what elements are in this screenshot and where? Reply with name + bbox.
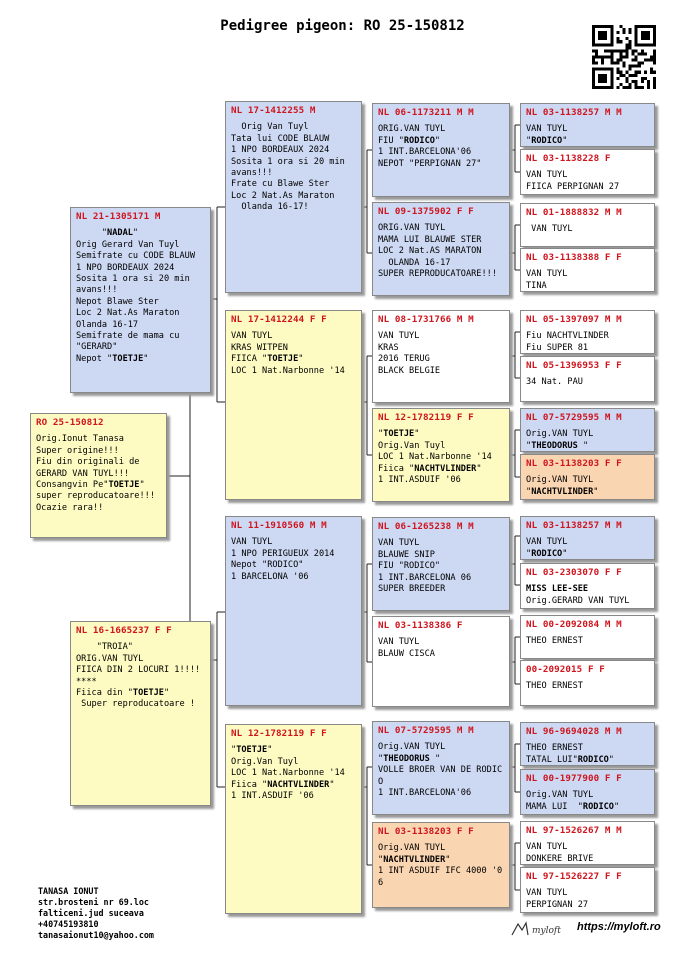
pedigree-info-line: 2016 TERUG [378,354,430,365]
pedigree-info-line: Orig.VAN TUYL [378,843,446,854]
pedigree-info-line: KRAS WITPEN [231,342,288,353]
ring-number: NL 06-1173211 M M [378,107,474,118]
owner-phone: +40745193810 [38,919,99,929]
ring-number: NL 03-1138203 F F [378,826,474,837]
ring-number: NL 21-1305171 M [76,211,161,222]
pedigree-info-line: Frate cu Blawe Ster [231,179,330,190]
pedigree-info-line: O [378,776,384,787]
pedigree-info-line: Sosita 1 ora si 20 min [231,156,345,167]
owner-name: TANASA IONUT [38,886,99,896]
pedigree-info-line: VAN TUYL [526,537,568,548]
pedigree-info-line: 1 INT.BARCELONA'06 [378,788,472,799]
pedigree-info-line: 34 Nat. PAU [526,377,583,388]
pedigree-info-line: Nepot Blawe Ster [76,296,159,307]
pedigree-info-line: Olanda 16-17! [231,202,309,213]
pedigree-info-line: 1 NPO BORDEAUX 2024 [76,262,175,273]
pedigree-info-line: Sosita 1 ora si 20 min [76,274,190,285]
ring-number: NL 03-1138388 F F [526,252,622,263]
great-grandparent-card [372,517,510,611]
ring-number: NL 01-1888832 M M [526,207,622,218]
paternal-grandmother-card [225,310,362,500]
pedigree-info-line: Orig.VAN TUYL [526,790,594,801]
ring-number: NL 17-1412255 M [231,105,316,116]
owner-city: falticeni.jud suceava [38,908,144,918]
pedigree-info-line: Loc 2 Nat.As Maraton [76,308,180,319]
pedigree-info-line: "THEODORUS " [378,753,441,764]
pedigree-info-line: LOC 1 Nat.Narbonne '14 [378,452,492,463]
great-great-grandparent-card [520,356,655,402]
pedigree-info-line: PERPIGNAN 27 [526,899,589,910]
pedigree-info-line: "TOETJE" [231,745,273,756]
ring-number: NL 97-1526227 F F [526,871,622,882]
pedigree-info-line: VAN TUYL [526,842,568,853]
pedigree-info-line: MAMA LUI "RODICO" [526,801,620,812]
pedigree-info-line: DONKERE BRIVE [526,853,594,864]
pedigree-info-line: KRAS [378,342,399,353]
pedigree-info-line: Tata lui CODE BLAUW [231,133,330,144]
ring-number: NL 03-1138257 M M [526,107,622,118]
great-great-grandparent-card [520,516,655,560]
great-grandparent-card [372,103,510,197]
pedigree-info-line: "NACHTVLINDER" [378,854,451,865]
pedigree-info-line: "NADAL" [76,228,139,239]
pedigree-info-line: BLAUW CISCA [378,648,435,659]
great-great-grandparent-card [520,408,655,452]
pedigree-info-line: Fiica din "TOETJE" [76,688,170,699]
ring-number: NL 06-1265238 M M [378,521,474,532]
pedigree-info-line: SUPER BREEDER [378,584,446,595]
pedigree-info-line: Fiica "NACHTVLINDER" [378,463,482,474]
pedigree-info-line: BLAUWE SNIP [378,549,435,560]
ring-number: NL 09-1375902 F F [378,206,474,217]
page-title: Pedigree pigeon: RO 25-150812 [220,18,465,34]
pedigree-info-line: Orig.GERARD VAN TUYL [526,595,630,606]
ring-number: NL 12-1782119 F F [231,728,327,739]
pedigree-info-line: avans!!! [76,285,118,296]
great-grandparent-card [372,408,510,502]
myloft-logo [510,920,570,938]
pedigree-info-line: VAN TUYL [231,331,273,342]
pedigree-info-line: "THEODORUS " [526,440,589,451]
pedigree-info-line: VAN TUYL [526,224,573,235]
pedigree-info-line: Super origine!!! [36,445,119,456]
pedigree-info-line: FIICA "TOETJE" [231,354,304,365]
pedigree-info-line: Orig.Ionut Tanasa [36,434,124,445]
pedigree-info-line: Orig.VAN TUYL [526,429,594,440]
pedigree-info-line: 1 BARCELONA '06 [231,571,309,582]
pedigree-info-line: "NACHTVLINDER" [526,486,599,497]
great-grandparent-card [372,822,510,908]
pedigree-info-line: 1 INT.ASDUIF '06 [231,791,314,802]
ring-number: NL 11-1910560 M M [231,520,327,531]
svg-text:myloft: myloft [532,926,561,936]
pedigree-info-line: 1 INT.BARCELONA 06 [378,572,472,583]
maternal-grandmother-card [225,724,362,914]
great-grandparent-card [372,202,510,296]
pedigree-info-line: VAN TUYL [526,888,568,899]
great-grandparent-card [372,310,510,403]
pedigree-info-line: **** [76,676,97,687]
pedigree-info-line: 1 INT.ASDUIF '06 [378,475,461,486]
pedigree-info-line: FIICA PERPIGNAN 27 [526,181,620,192]
subject-pigeon-card [30,413,167,538]
maternal-grandfather-card [225,516,362,706]
pedigree-info-line: Fiu din originali de [36,457,140,468]
great-great-grandparent-card [520,563,655,609]
pedigree-info-line: TINA [526,280,547,291]
ring-number: 00-2092015 F F [526,664,605,675]
pedigree-info-line: MAMA LUI BLAUWE STER [378,234,482,245]
pedigree-info-line: OLANDA 16-17 [378,257,451,268]
pedigree-info-line: FIICA DIN 2 LOCURI 1!!!! [76,665,201,676]
pedigree-info-line: Orig.VAN TUYL [378,742,446,753]
pedigree-info-line: Semifrate de mama cu [76,331,180,342]
pedigree-info-line: ORIG.VAN TUYL [378,223,446,234]
ring-number: NL 07-5729595 M M [378,725,474,736]
pedigree-info-line: VAN TUYL [526,124,568,135]
owner-email: tanasaionut10@yahoo.com [38,930,154,940]
pedigree-info-line: 1 NPO BORDEAUX 2024 [231,145,330,156]
ring-number: NL 07-5729595 M M [526,412,622,423]
pedigree-info-line: BLACK BELGIE [378,365,441,376]
qr-code [592,25,656,89]
great-great-grandparent-card [520,722,655,766]
pedigree-info-line: THEO ERNEST [526,743,583,754]
pedigree-info-line: "TOETJE" [378,429,420,440]
pedigree-info-line: Orig.Van Tuyl [231,756,299,767]
ring-number: RO 25-150812 [36,417,104,428]
pedigree-info-line: THEO ERNEST [526,636,583,647]
pedigree-info-line: Olanda 16-17 [76,319,139,330]
pedigree-info-line: Semifrate cu CODE BLAUW [76,251,195,262]
ring-number: NL 05-1396953 F F [526,360,622,371]
great-great-grandparent-card [520,615,655,659]
pedigree-info-line: "RODICO" [526,135,568,146]
pedigree-info-line: LOC 1 Nat.Narbonne '14 [231,768,345,779]
pedigree-info-line: 1 NPO PERIGUEUX 2014 [231,548,335,559]
great-great-grandparent-card [520,149,655,195]
pedigree-info-line: Orig Gerard Van Tuyl [76,239,180,250]
ring-number: NL 17-1412244 F F [231,314,327,325]
ring-number: NL 97-1526267 M M [526,825,622,836]
owner-contact [38,886,154,941]
pedigree-info-line: Loc 2 Nat.As Maraton [231,190,335,201]
pedigree-info-line: NEPOT "PERPIGNAN 27" [378,158,482,169]
website-link[interactable]: https://myloft.ro [577,921,661,933]
pedigree-info-line: TATAL LUI"RODICO" [526,754,614,765]
ring-number: NL 16-1665237 F F [76,625,172,636]
pedigree-info-line: Fiu NACHTVLINDER [526,331,609,342]
ring-number: NL 05-1397097 M M [526,314,622,325]
great-great-grandparent-card [520,769,655,815]
pedigree-info-line: VAN TUYL [378,538,420,549]
pedigree-info-line: VAN TUYL [378,331,420,342]
pedigree-info-line: 6 [378,877,384,888]
pedigree-info-line: VAN TUYL [526,269,568,280]
pedigree-info-line: LOC 1 Nat.Narbonne '14 [231,365,345,376]
pedigree-info-line: MISS LEE-SEE [526,584,589,595]
ring-number: NL 03-1138257 M M [526,520,622,531]
pedigree-info-line: Super reproducatoare ! [76,699,195,710]
pedigree-info-line: ORIG.VAN TUYL [76,653,144,664]
pedigree-info-line: FIU "RODICO" [378,135,441,146]
ring-number: NL 08-1731766 M M [378,314,474,325]
pedigree-info-line: FIU "RODICO" [378,561,441,572]
pedigree-info-line: Nepot "TOETJE" [76,353,149,364]
pedigree-info-line: Orig.Van Tuyl [378,440,446,451]
great-great-grandparent-card [520,103,655,147]
pedigree-info-line: THEO ERNEST [526,681,583,692]
great-great-grandparent-card [520,203,655,247]
pedigree-info-line: "GERARD" [76,342,118,353]
ring-number: NL 96-9694028 M M [526,726,622,737]
pedigree-info-line: "RODICO" [526,548,568,559]
pedigree-info-line: "TROIA" [76,642,133,653]
paternal-grandfather-card [225,101,362,293]
great-great-grandparent-card [520,821,655,865]
pedigree-info-line: VOLLE BROER VAN DE RODIC [378,765,503,776]
pedigree-info-line: Fiu SUPER 81 [526,342,589,353]
ring-number: NL 00-1977900 F F [526,773,622,784]
pedigree-info-line: Consangvin Pe"TOETJE" [36,480,145,491]
pedigree-info-line: super reproducatoare!!! [36,491,155,502]
pedigree-info-line: VAN TUYL [378,637,420,648]
great-great-grandparent-card [520,660,655,706]
owner-street: str.brosteni nr 69.loc [38,897,149,907]
pedigree-info-line: 1 INT.BARCELONA'06 [378,147,472,158]
ring-number: NL 03-1138228 F [526,153,611,164]
ring-number: NL 03-1138203 F F [526,458,622,469]
pedigree-info-line: Fiica "NACHTVLINDER" [231,779,335,790]
pedigree-info-line: LOC 2 Nat.AS MARATON [378,246,482,257]
pedigree-info-line: VAN TUYL [231,537,273,548]
ring-number: NL 03-1138386 F [378,620,463,631]
pedigree-info-line: 1 INT ASDUIF IFC 4000 '0 [378,866,503,877]
pedigree-info-line: GERARD VAN TUYL!!! [36,468,130,479]
great-great-grandparent-card [520,867,655,913]
great-grandparent-card [372,721,510,815]
great-great-grandparent-card [520,248,655,292]
father-card [70,207,211,393]
great-grandparent-card [372,616,510,707]
pedigree-info-line: Ocazie rara!! [36,502,104,513]
pedigree-info-line: Orig Van Tuyl [231,122,309,133]
pedigree-info-line: ORIG.VAN TUYL [378,124,446,135]
pedigree-info-line: avans!!! [231,168,273,179]
ring-number: NL 00-2092084 M M [526,619,622,630]
pedigree-info-line: Orig.VAN TUYL [526,475,594,486]
pedigree-info-line: VAN TUYL [526,170,568,181]
mother-card [70,621,211,806]
ring-number: NL 12-1782119 F F [378,412,474,423]
great-great-grandparent-card [520,454,655,500]
pedigree-info-line: Nepot "RODICO" [231,560,304,571]
pedigree-info-line: SUPER REPRODUCATOARE!!! [378,269,497,280]
great-great-grandparent-card [520,310,655,354]
ring-number: NL 03-2303070 F F [526,567,622,578]
